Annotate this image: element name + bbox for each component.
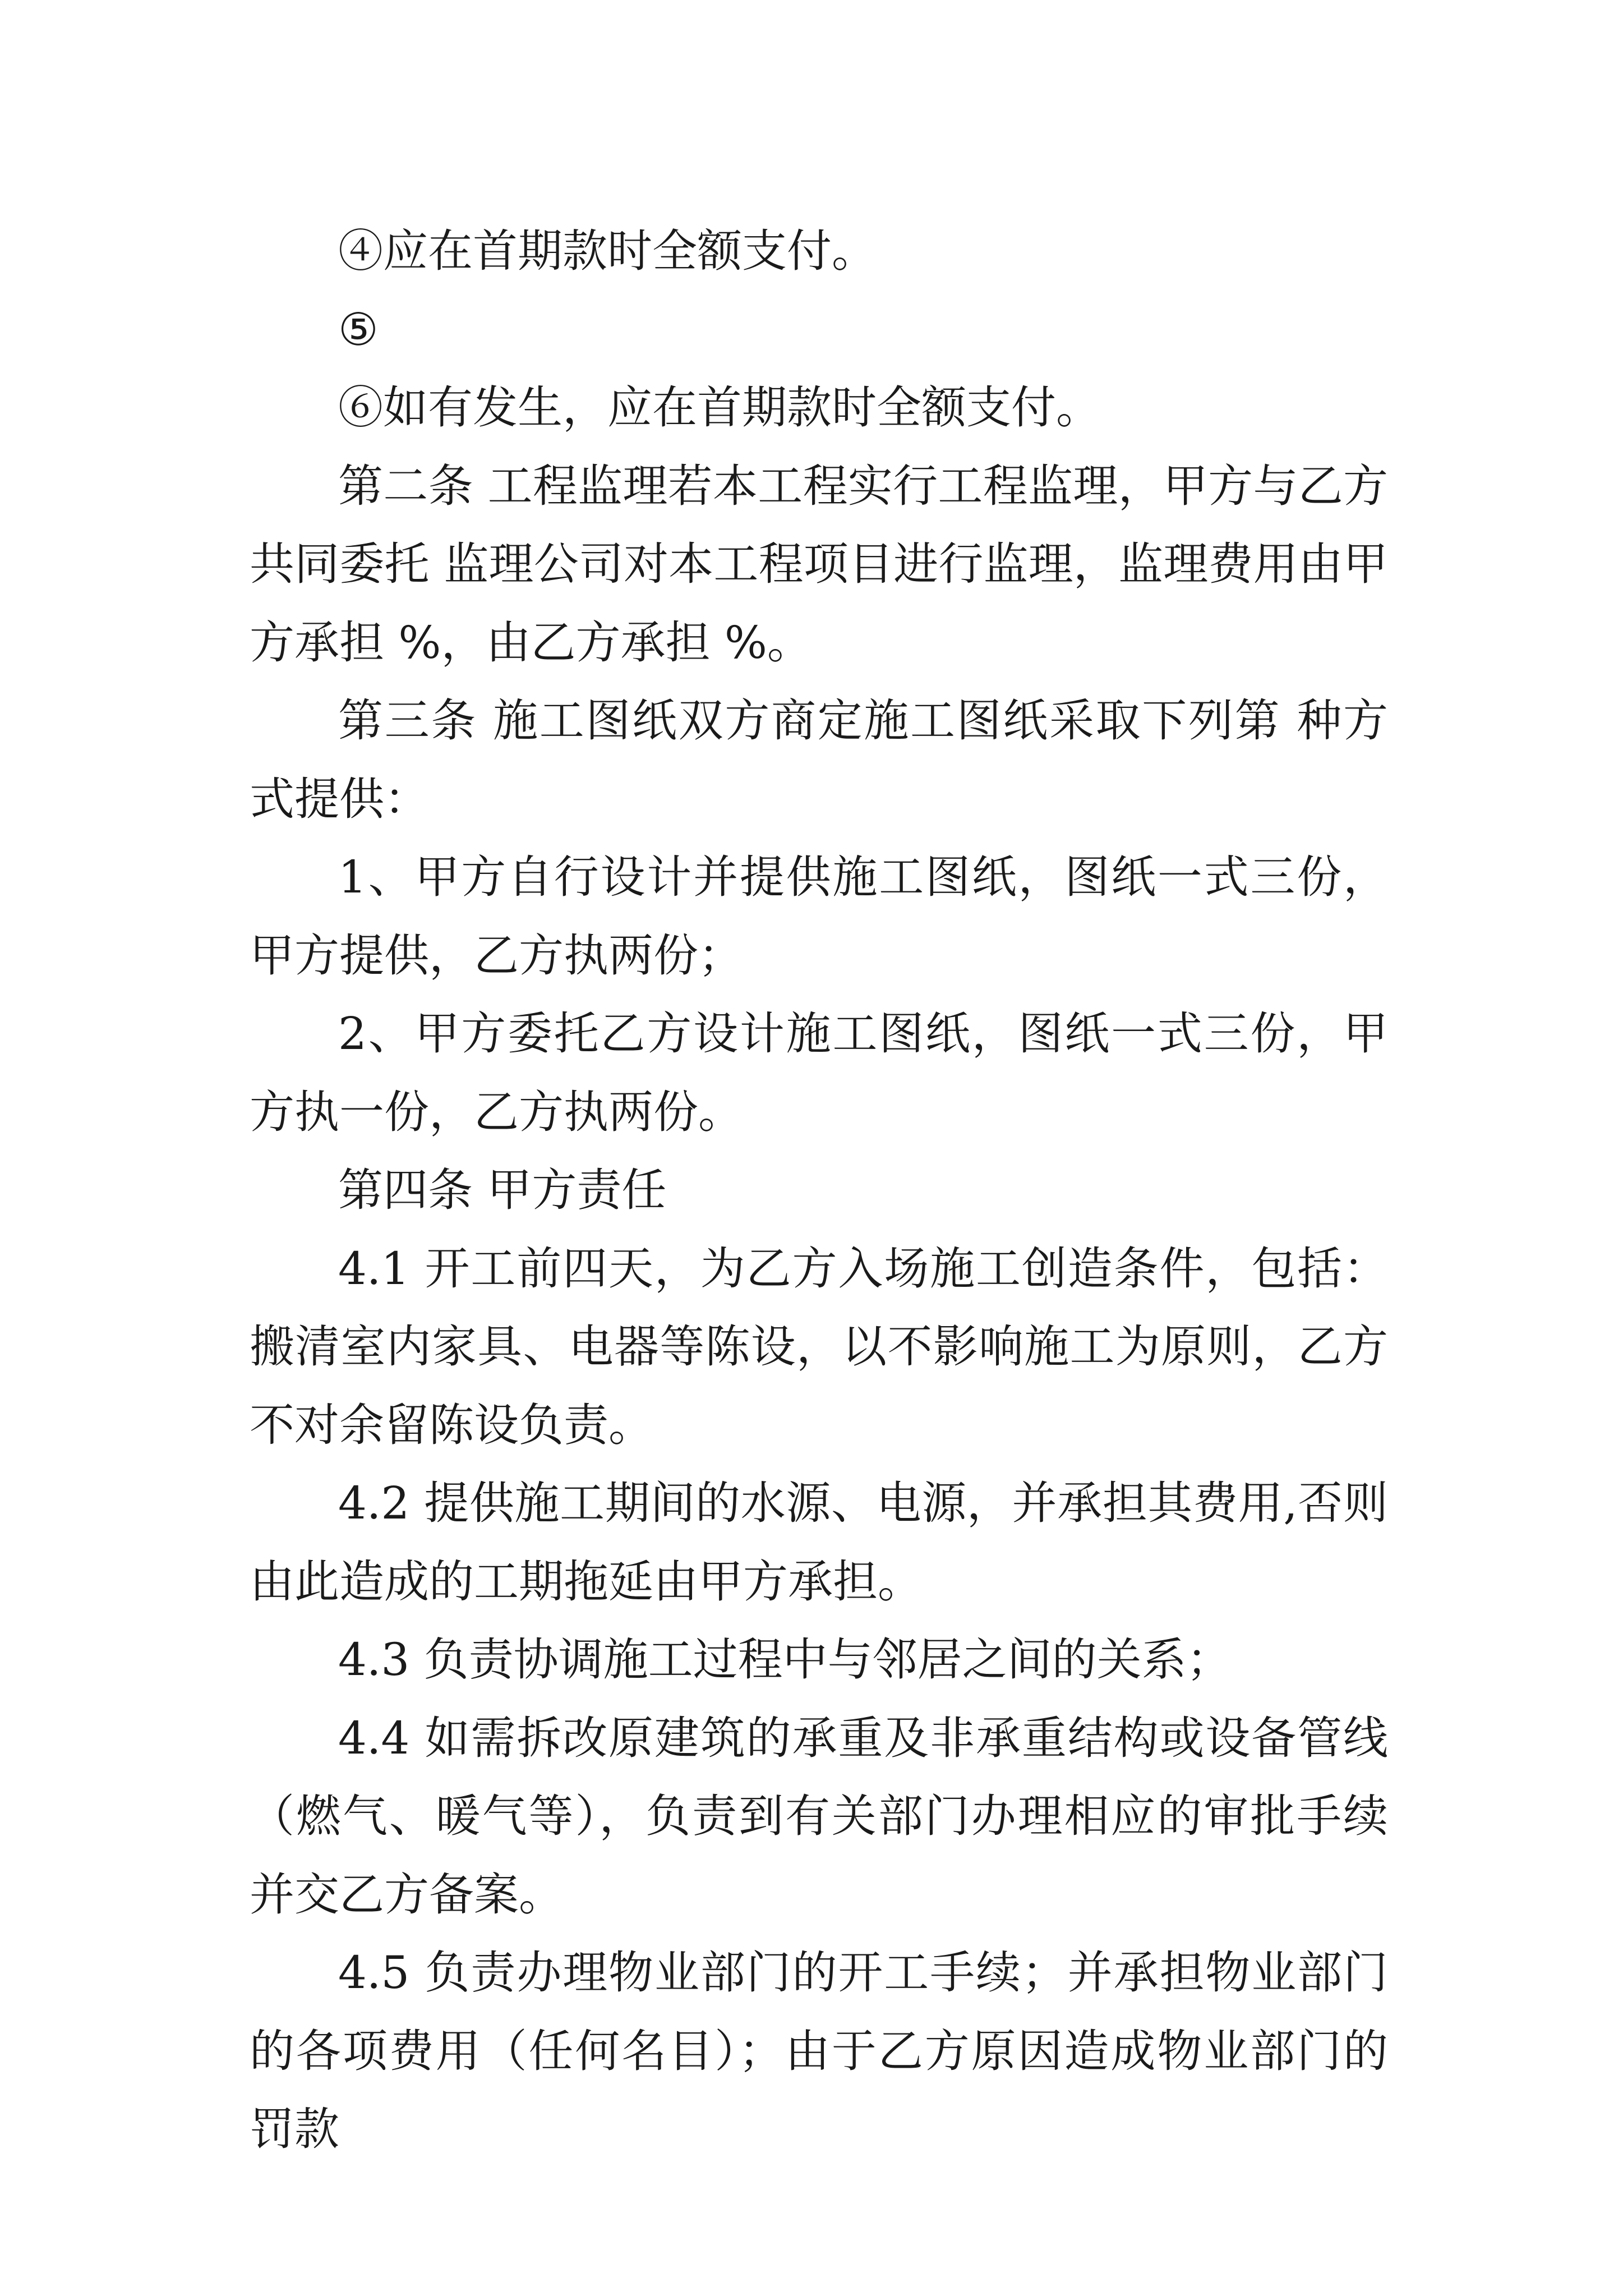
paragraph-drawings-option-2: 2、甲方委托乙方设计施工图纸，图纸一式三份，甲方执一份，乙方执两份。 — [250, 1007, 1388, 1138]
paragraph-drawings-option-1: 1、甲方自行设计并提供施工图纸，图纸一式三份，甲方提供，乙方执两份； — [250, 851, 1388, 982]
paragraph-clause-4-3: 4.3 负责协调施工过程中与邻居之间的关系； — [338, 1634, 1232, 1686]
paragraph-item-5: ⑤ — [338, 303, 379, 356]
paragraph-article-3-drawings: 第三条 施工图纸双方商定施工图纸采取下列第 种方式提供： — [250, 694, 1388, 825]
paragraph-clause-4-1: 4.1 开工前四天，为乙方入场施工创造条件，包括：搬清室内家具、电器等陈设，以不影响施工为原则，乙方不对余留陈设负责。 — [250, 1242, 1388, 1451]
paragraph-article-2-supervision: 第二条 工程监理若本工程实行工程监理，甲方与乙方共同委托 监理公司对本工程项目进行监理，监理费用由甲方承担 %，由乙方承担 %。 — [250, 459, 1388, 669]
paragraph-clause-4-4: 4.4 如需拆改原建筑的承重及非承重结构或设备管线（燃气、暖气等），负责到有关部门办理相应的审批手续并交乙方备案。 — [250, 1711, 1388, 1921]
paragraph-item-4-payment: ④应在首期款时全额支付。 — [338, 225, 877, 277]
paragraph-item-6-payment: ⑥如有发生，应在首期款时全额支付。 — [338, 381, 1101, 434]
paragraph-clause-4-5: 4.5 负责办理物业部门的开工手续；并承担物业部门的各项费用（任何名目）；由于乙方原因造成物业部门的罚款 — [250, 1947, 1388, 2155]
paragraph-article-4-heading: 第四条 甲方责任 — [338, 1164, 667, 1216]
paragraph-clause-4-2: 4.2 提供施工期间的水源、电源，并承担其费用,否则由此造成的工期拖延由甲方承担。 — [250, 1477, 1388, 1608]
document-body — [250, 212, 1388, 2169]
